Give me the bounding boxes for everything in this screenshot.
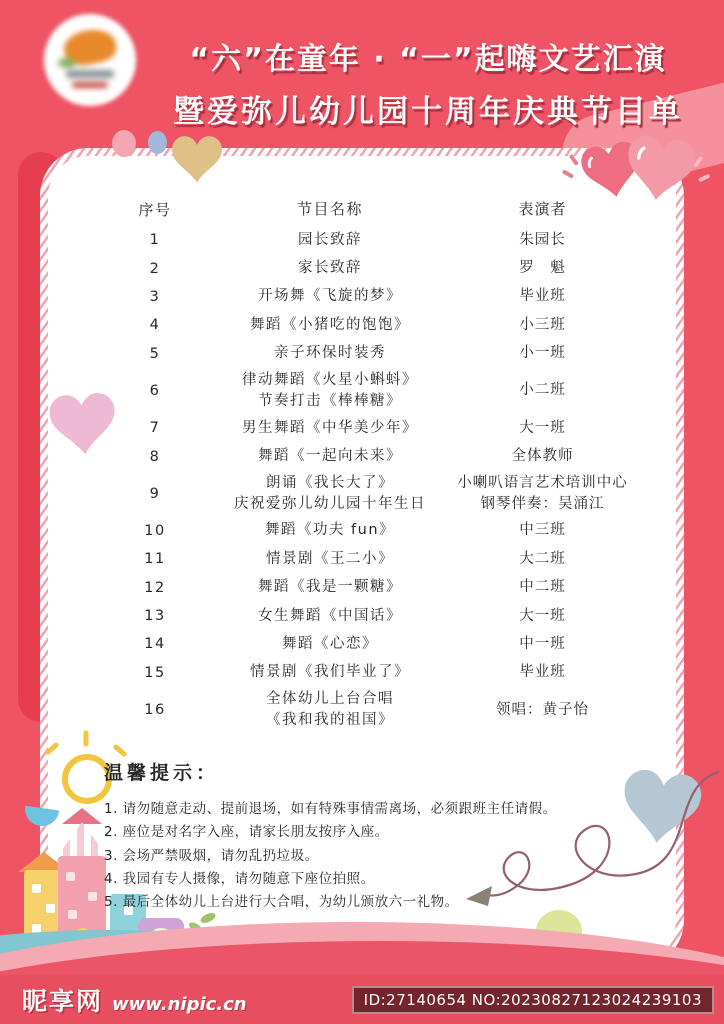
site-branding xyxy=(22,982,247,1018)
tan-heart-icon xyxy=(172,136,222,183)
cell-no: 16 xyxy=(144,702,166,719)
cell-performer: 大一班 xyxy=(519,607,566,624)
cell-performer: 小一班 xyxy=(519,345,566,362)
pencil-tower-cone xyxy=(56,822,108,858)
motion-tick-icon xyxy=(698,174,710,182)
cell-performer: 小三班 xyxy=(519,316,566,333)
cell-performer: 朱园长 xyxy=(519,231,566,248)
cell-program: 家长致辞 xyxy=(298,260,362,277)
cell-no: 15 xyxy=(144,664,166,681)
cell-program: 女生舞蹈《中国话》 xyxy=(258,607,402,624)
cell-performer: 毕业班 xyxy=(519,288,566,305)
sun-ray-icon xyxy=(84,731,89,747)
title-line-2: 暨爱弥儿幼儿园十周年庆典节目单 xyxy=(173,94,683,130)
cell-performer: 全体教师 xyxy=(511,448,574,465)
title-line-1: “六”在童年 · “一”起嗨文艺汇演 xyxy=(189,42,667,77)
cell-performer: 中三班 xyxy=(519,522,566,539)
blue-dot-icon xyxy=(148,131,167,154)
cell-no: 5 xyxy=(149,345,161,362)
site-name: 昵享网 xyxy=(22,986,104,1016)
cell-no: 1 xyxy=(149,232,161,249)
bottom-waves-decoration xyxy=(0,900,724,975)
tip-item: 4. 我园有专人摄像，请勿随意下座位拍照。 xyxy=(104,870,375,887)
tip-item: 5. 最后全体幼儿上台进行大合唱，为幼儿颁放六一礼物。 xyxy=(104,894,459,911)
window-icon xyxy=(66,872,75,881)
kindergarten-logo-icon xyxy=(44,14,136,106)
table-row xyxy=(105,545,630,573)
tips-title: 温馨提示： xyxy=(104,762,220,784)
table-row xyxy=(105,659,630,687)
table-row xyxy=(105,340,630,368)
table-row xyxy=(105,311,630,339)
cell-program: 男生舞蹈《中华美少年》 xyxy=(242,419,418,436)
table-row xyxy=(105,574,630,602)
cell-performer: 中一班 xyxy=(519,635,566,652)
cell-program: 律动舞蹈《火星小蝌蚪》 节奏打击《棒棒糖》 xyxy=(242,371,418,409)
pink-dot-icon xyxy=(112,130,136,157)
table-header-row xyxy=(105,192,630,226)
light-pink-heart-icon xyxy=(622,134,698,206)
pencil-tower-tip xyxy=(62,808,102,824)
page-title xyxy=(138,34,718,131)
cell-no: 14 xyxy=(144,636,166,653)
table-row xyxy=(105,368,630,414)
cell-program: 舞蹈《一起向未来》 xyxy=(258,448,402,465)
cell-program: 亲子环保时装秀 xyxy=(274,345,386,362)
site-url: www.nipic.cn xyxy=(112,993,247,1015)
table-row xyxy=(105,687,630,733)
tips-section xyxy=(104,758,624,914)
tip-item: 1. 请勿随意走动、提前退场，如有特殊事情需离场，必须跟班主任请假。 xyxy=(104,801,557,817)
logo-leaf-icon xyxy=(58,58,76,68)
header-program: 节目名称 xyxy=(296,199,363,218)
table-row xyxy=(105,226,630,254)
cell-performer: 中二班 xyxy=(519,579,566,596)
cell-performer: 罗 魁 xyxy=(519,260,566,277)
cell-program: 情景剧《我们毕业了》 xyxy=(250,664,410,681)
table-row xyxy=(105,630,630,658)
program-table xyxy=(105,192,630,733)
header-no: 序号 xyxy=(138,200,172,219)
header-performer: 表演者 xyxy=(518,199,567,218)
table-row xyxy=(105,283,630,311)
table-row xyxy=(105,471,630,517)
cell-program: 舞蹈《小猪吃的饱饱》 xyxy=(250,316,410,333)
sun-ray-icon xyxy=(112,743,127,757)
table-row xyxy=(105,517,630,545)
cell-program: 舞蹈《心恋》 xyxy=(282,635,378,652)
cell-no: 3 xyxy=(149,288,161,305)
cell-no: 8 xyxy=(149,448,161,465)
cell-performer: 小二班 xyxy=(519,382,566,399)
blue-petal-icon xyxy=(23,806,59,829)
table-row xyxy=(105,254,630,282)
cell-performer: 小喇叭语言艺术培训中心 钢琴伴奏：吴涌江 xyxy=(457,474,628,512)
cell-no: 13 xyxy=(144,608,166,625)
tip-item: 2. 座位是对名字入座，请家长朋友按序入座。 xyxy=(104,824,389,841)
cell-program: 朗诵《我长大了》 庆祝爱弥儿幼儿园十年生日 xyxy=(234,474,426,512)
cell-program: 全体幼儿上台合唱 《我和我的祖国》 xyxy=(266,691,394,729)
cell-no: 12 xyxy=(144,579,166,596)
cell-no: 9 xyxy=(149,485,161,502)
cell-program: 舞蹈《功夫 fun》 xyxy=(264,522,396,539)
cell-performer: 大一班 xyxy=(519,419,566,436)
cell-program: 园长致辞 xyxy=(298,231,362,248)
logo-text-blur xyxy=(66,70,114,78)
table-row xyxy=(105,602,630,630)
window-icon xyxy=(32,884,41,893)
program-table-body xyxy=(105,226,630,733)
cell-program: 开场舞《飞旋的梦》 xyxy=(258,288,402,305)
cell-no: 11 xyxy=(144,551,166,568)
table-row xyxy=(105,442,630,470)
cell-performer: 毕业班 xyxy=(519,664,566,681)
cell-no: 6 xyxy=(149,382,161,399)
cell-program: 舞蹈《我是一颗糖》 xyxy=(258,579,402,596)
cell-program: 情景剧《王二小》 xyxy=(266,550,394,567)
cell-no: 7 xyxy=(149,420,161,437)
cell-no: 4 xyxy=(149,317,161,334)
cell-performer: 大二班 xyxy=(519,550,566,567)
footer-bar xyxy=(0,975,724,1024)
tip-item: 3. 会场严禁吸烟，请勿乱扔垃圾。 xyxy=(104,847,319,864)
table-row xyxy=(105,414,630,442)
cell-no: 10 xyxy=(144,522,166,539)
sun-ray-icon xyxy=(44,741,59,755)
cell-no: 2 xyxy=(149,260,161,277)
image-id-badge: ID:27140654 NO:20230827123024239103 xyxy=(352,986,714,1014)
cell-performer: 领唱：黄子怡 xyxy=(496,701,589,718)
tips-list xyxy=(104,798,624,914)
logo-subtext-blur xyxy=(72,82,108,88)
